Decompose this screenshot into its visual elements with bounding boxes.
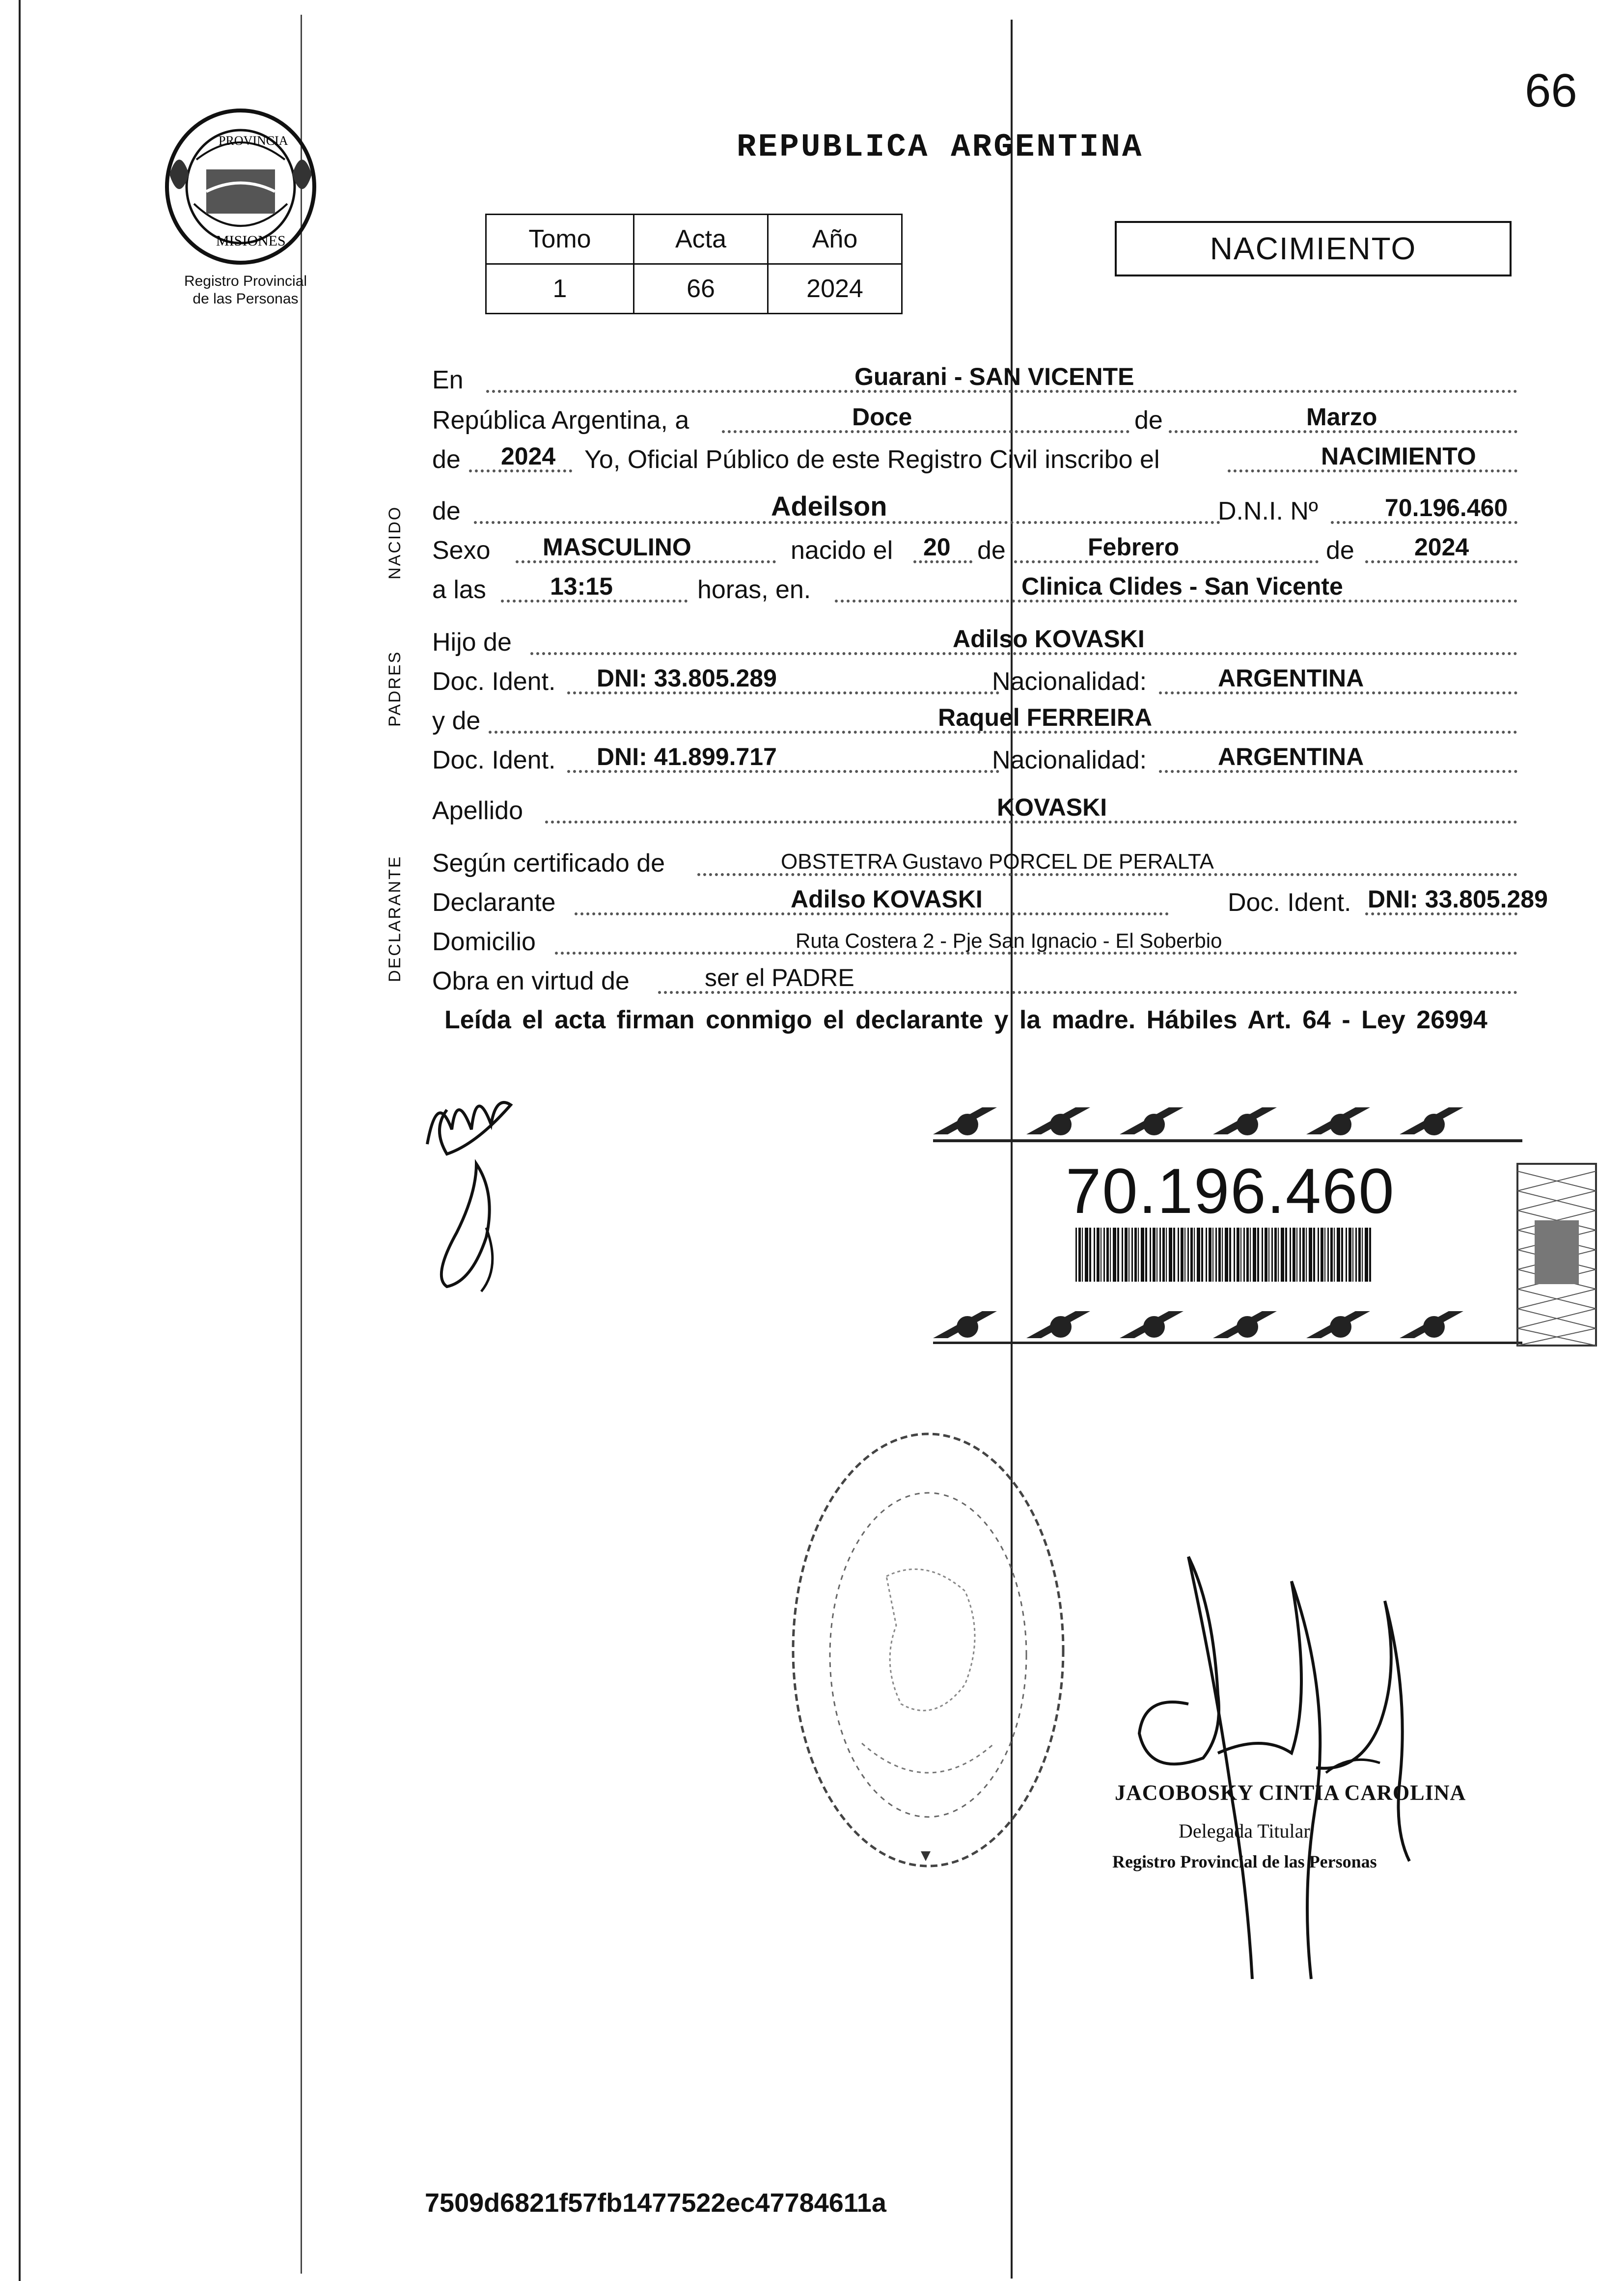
declarante-label: Declarante: [432, 888, 556, 917]
father-doc: DNI: 33.805.289: [597, 664, 777, 692]
yo-text: Yo, Oficial Público de este Registro Civil inscribo el: [584, 445, 1160, 474]
binding-line: [301, 15, 302, 2274]
tomo-value: 1: [486, 264, 634, 314]
line-apellido: [432, 788, 1576, 828]
section-label-nacido: NACIDO: [385, 505, 404, 579]
declarant-signature: [417, 1071, 525, 1296]
acta-value: 66: [634, 264, 768, 314]
child-name: Adeilson: [771, 491, 887, 522]
en-value: Guarani - SAN VICENTE: [854, 363, 1134, 390]
document-hash: 7509d6821f57fb1477522ec47784611a: [425, 2188, 886, 2218]
declarant-doc-label: Doc. Ident.: [1228, 888, 1351, 917]
line-year: [432, 437, 1576, 477]
de-label: de: [1134, 406, 1163, 435]
registry-table-value-row: [486, 264, 902, 314]
en-label: En: [432, 366, 464, 394]
signatory-organization: Registro Provincial de las Personas: [1112, 1852, 1377, 1871]
domicilio-value: Ruta Costera 2 - Pje San Ignacio - El Soberbio: [796, 929, 1222, 952]
section-label-declarante: DECLARANTE: [385, 855, 404, 982]
day-value: Doce: [852, 403, 912, 431]
provincia-misiones-seal-logo: [160, 106, 322, 268]
line-mother-doc: [432, 738, 1576, 778]
month-value: Marzo: [1306, 403, 1377, 431]
line-domicilio: [432, 919, 1576, 960]
anio-value: 2024: [768, 264, 902, 314]
registry-caption: [147, 273, 344, 308]
birth-place: Clinica Clides - San Vicente: [1021, 573, 1343, 600]
birth-month: Febrero: [1088, 533, 1180, 561]
section-label-padres: PADRES: [385, 650, 404, 727]
line-mother: [432, 698, 1576, 739]
barcode: [1075, 1228, 1375, 1282]
birth-year: 2024: [1414, 533, 1469, 561]
surname: KOVASKI: [997, 794, 1107, 821]
signatory-name: JACOBOSKY CINTIA CAROLINA: [1115, 1781, 1466, 1805]
dni-label: D.N.I. Nº: [1218, 497, 1318, 525]
birth-time: 13:15: [550, 573, 613, 600]
segun-label: Según certificado de: [432, 849, 665, 878]
mother-nat: ARGENTINA: [1218, 743, 1364, 770]
line-sexo: [432, 528, 1576, 568]
de-year-label: de: [432, 445, 461, 474]
certificate: OBSTETRA Gustavo PORCEL DE PERALTA: [781, 850, 1214, 874]
registry-caption-line-1: Registro Provincial: [184, 273, 307, 289]
mother-nat-label: Nacionalidad:: [992, 746, 1147, 774]
mother-doc-label: Doc. Ident.: [432, 746, 556, 774]
registry-table-header-row: [486, 215, 902, 264]
de-birth-year-label: de: [1326, 536, 1354, 565]
domicilio-label: Domicilio: [432, 928, 536, 956]
nacido-label: nacido el: [791, 536, 893, 565]
hologram-icon: [1515, 1161, 1598, 1348]
declarant-doc: DNI: 33.805.289: [1368, 885, 1548, 913]
official-oval-seal: [788, 1429, 1068, 1871]
closing-text: Leída el acta firman conmigo el declarante y la madre. Hábiles Art. 64 - Ley 26994: [444, 1006, 1487, 1034]
horas-label: horas, en.: [697, 576, 811, 604]
yde-label: y de: [432, 707, 481, 735]
mother-name: Raquel FERREIRA: [938, 704, 1153, 731]
line-time-place: [432, 567, 1576, 607]
svg-text:MISIONES: MISIONES: [216, 233, 286, 249]
line-en: [432, 357, 1576, 398]
declarant-name: Adilso KOVASKI: [791, 885, 983, 913]
hijo-label: Hijo de: [432, 628, 512, 657]
obra-value: ser el PADRE: [705, 964, 854, 991]
official-signature: [1105, 1547, 1449, 1989]
registry-caption-line-2: de las Personas: [193, 291, 299, 307]
record-type-box: NACIMIENTO: [1115, 221, 1512, 276]
dni-value: 70.196.460: [1385, 494, 1508, 522]
father-name: Adilso KOVASKI: [953, 625, 1145, 653]
stamp-number: 70.196.460: [1066, 1155, 1395, 1227]
father-doc-label: Doc. Ident.: [432, 667, 556, 696]
republica-label: República Argentina, a: [432, 406, 689, 435]
anio-header: Año: [768, 215, 902, 264]
de-name-label: de: [432, 497, 461, 525]
page-title: REPUBLICA ARGENTINA: [737, 129, 1144, 165]
left-margin-line: [19, 0, 21, 2281]
obra-label: Obra en virtud de: [432, 967, 630, 995]
birth-day: 20: [923, 533, 951, 561]
alas-label: a las: [432, 576, 486, 604]
tomo-header: Tomo: [486, 215, 634, 264]
line-republica: [432, 398, 1576, 438]
security-pattern-top: [933, 1105, 1522, 1144]
de-month-label: de: [977, 536, 1006, 565]
inscribe-value: NACIMIENTO: [1321, 442, 1476, 470]
line-name: [432, 489, 1576, 529]
sexo-value: MASCULINO: [543, 533, 691, 561]
line-father: [432, 620, 1576, 660]
line-obra: [432, 959, 1576, 999]
father-nat: ARGENTINA: [1218, 664, 1364, 692]
svg-text:PROVINCIA: PROVINCIA: [219, 134, 288, 148]
line-declarante: [432, 880, 1576, 920]
page-number: 66: [1525, 64, 1577, 117]
father-nat-label: Nacionalidad:: [992, 667, 1147, 696]
year-value: 2024: [501, 442, 556, 470]
security-pattern-bottom: [933, 1306, 1522, 1346]
acta-header: Acta: [634, 215, 768, 264]
signatory-role: Delegada Titular: [1179, 1820, 1310, 1842]
line-certificado: [432, 841, 1576, 881]
sexo-label: Sexo: [432, 536, 491, 565]
line-father-doc: [432, 659, 1576, 699]
apellido-label: Apellido: [432, 797, 523, 825]
registry-table: [485, 214, 903, 314]
mother-doc: DNI: 41.899.717: [597, 743, 777, 770]
